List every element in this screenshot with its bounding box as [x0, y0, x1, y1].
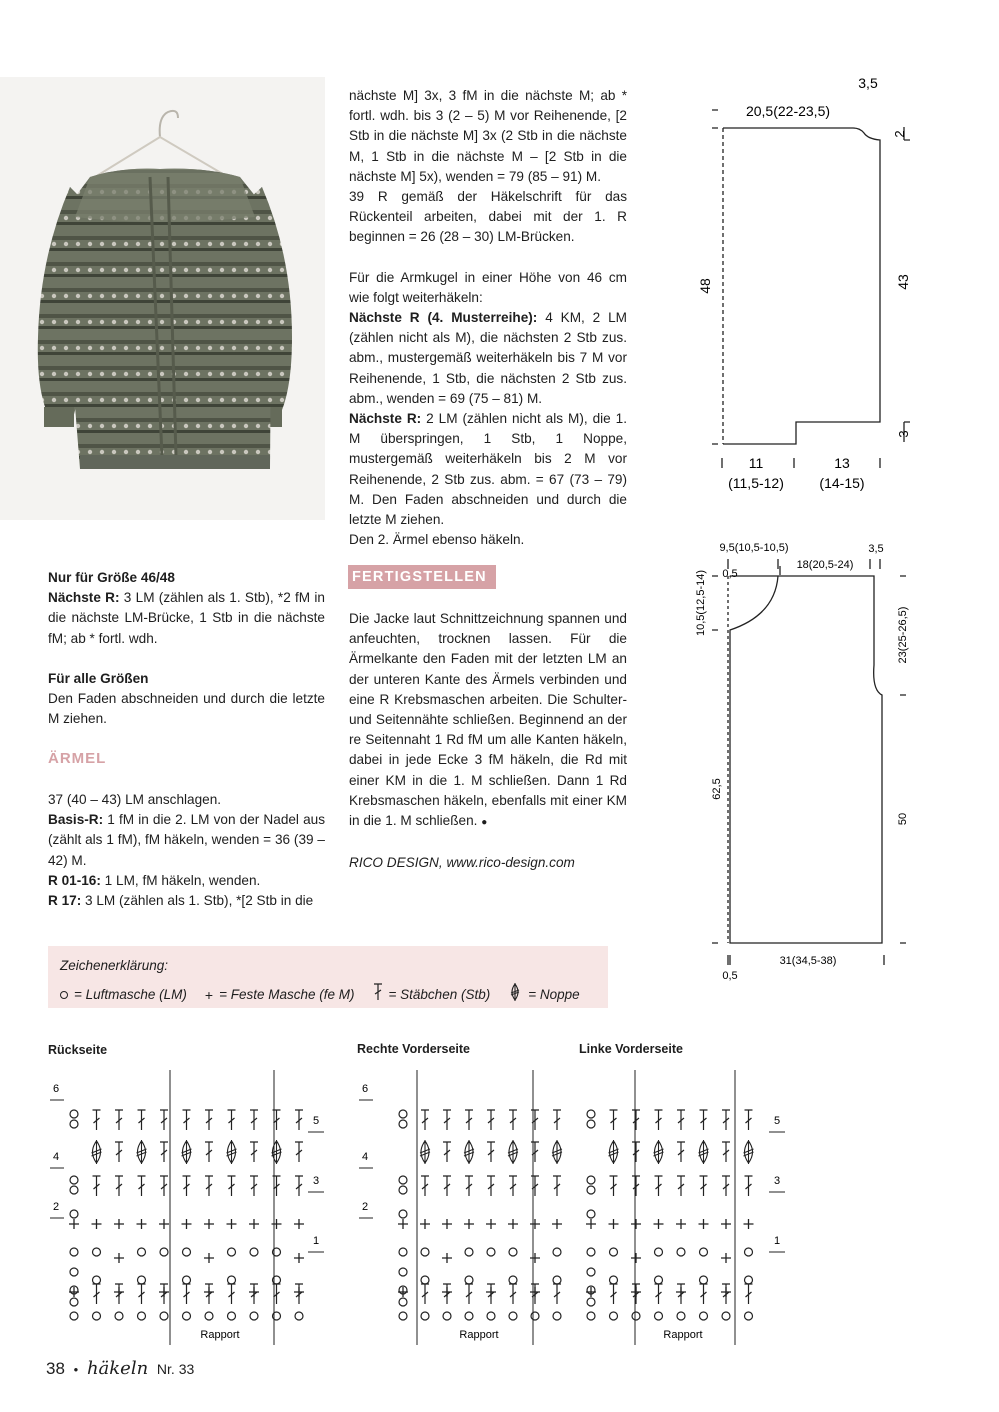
single-crochet-symbol: [182, 1219, 192, 1229]
legend-noppe: = Noppe: [528, 987, 580, 1002]
chain-symbol: [553, 1248, 561, 1256]
double-crochet-symbol: [509, 1110, 517, 1130]
column-2: [349, 86, 627, 550]
double-crochet-symbol: [421, 1284, 429, 1304]
double-crochet-symbol: [509, 1176, 517, 1196]
sleeve-schematic: [690, 70, 930, 500]
row-number: 4: [361, 1151, 369, 1163]
double-crochet-symbol: [115, 1142, 123, 1162]
legend-fm: = Feste Masche (fe M): [219, 987, 355, 1002]
chain-symbol: [465, 1312, 473, 1320]
sleeve-bottom-step: 3: [896, 430, 911, 438]
single-crochet-symbol: [464, 1219, 474, 1229]
single-crochet-symbol: [721, 1253, 731, 1263]
legend-lm: = Luftmasche (LM): [74, 987, 187, 1002]
footer-dot: •: [73, 1362, 79, 1377]
cardigan-photo: [0, 77, 325, 520]
chart-back: [48, 1060, 338, 1350]
chain-stitch-icon: [60, 991, 68, 999]
sleeve-top-width: 20,5(22-23,5): [745, 103, 831, 119]
single-crochet-symbol: [159, 1287, 169, 1297]
all-sizes-text: Den Faden abschneiden und durch die letzte M ziehen.: [48, 691, 325, 727]
all-sizes-heading: Für alle Größen: [48, 670, 149, 686]
double-crochet-symbol: [677, 1176, 685, 1196]
chain-symbol: [587, 1248, 595, 1256]
double-crochet-symbol: [531, 1110, 539, 1130]
double-crochet-symbol: [138, 1110, 146, 1130]
chain-symbol: [553, 1312, 561, 1320]
next-row-text: 2 LM (zählen nicht als M), die 1. M überspringen, 1 Stb, 1 Noppe, mustergemäß weiterhäkeln bis 2 M vor Reihenende, 2 Stb zus. abm. = 67 (73 – 79) M. Den Faden abschneiden und durch die letzte M ziehen.: [349, 411, 627, 528]
chain-symbol: [610, 1276, 618, 1284]
chain-symbol: [138, 1276, 146, 1284]
chart-title-right-front: Rechte Vorderseite: [357, 1042, 471, 1056]
double-crochet-symbol: [205, 1110, 213, 1130]
double-crochet-symbol: [632, 1110, 640, 1130]
chain-symbol: [421, 1248, 429, 1256]
single-crochet-symbol: [676, 1219, 686, 1229]
single-crochet-symbol: [530, 1219, 540, 1229]
sleeve-bottom-right: 13: [834, 455, 850, 471]
bobble-symbol: [552, 1140, 562, 1164]
chain-symbol: [70, 1176, 78, 1184]
r17-text: 3 LM (zählen als 1. Stb), *[2 Stb in die: [81, 893, 314, 909]
chain-symbol: [421, 1312, 429, 1320]
chain-symbol: [399, 1176, 407, 1184]
r0116-text: 1 LM, fM häkeln, wenden.: [100, 872, 261, 888]
row-number: 5: [773, 1115, 781, 1127]
chain-symbol: [677, 1312, 685, 1320]
chain-symbol: [228, 1248, 236, 1256]
chain-symbol: [93, 1276, 101, 1284]
double-crochet-icon: [373, 983, 383, 1006]
double-crochet-symbol: [421, 1176, 429, 1196]
double-crochet-symbol: [228, 1284, 236, 1304]
chain-symbol: [250, 1312, 258, 1320]
double-crochet-symbol: [93, 1176, 101, 1196]
row4-label: Nächste R (4. Musterreihe):: [349, 310, 538, 326]
double-crochet-symbol: [509, 1284, 517, 1304]
chain-symbol: [70, 1120, 78, 1128]
col2-paragraph-2: 39 R gemäß der Häkelschrift für das Rückenteil arbeiten, dabei mit der 1. R beginnen = 26 (28 – 30) LM-Brücken.: [349, 189, 627, 245]
chain-symbol: [70, 1110, 78, 1118]
single-crochet-symbol: [204, 1219, 214, 1229]
single-crochet-symbol: [114, 1253, 124, 1263]
chain-symbol: [399, 1110, 407, 1118]
chain-symbol: [93, 1312, 101, 1320]
bobble-symbol: [654, 1140, 664, 1164]
sleeve-cap-height: 2: [892, 130, 907, 138]
chain-symbol: [722, 1312, 730, 1320]
second-sleeve-text: Den 2. Ärmel ebenso häkeln.: [349, 532, 525, 548]
double-crochet-symbol: [443, 1110, 451, 1130]
chain-symbol: [70, 1210, 78, 1218]
chain-symbol: [587, 1298, 595, 1306]
rapport-label: Rapport: [200, 1329, 240, 1341]
chain-symbol: [487, 1248, 495, 1256]
double-crochet-symbol: [531, 1142, 539, 1162]
double-crochet-symbol: [250, 1110, 258, 1130]
double-crochet-symbol: [632, 1176, 640, 1196]
double-crochet-symbol: [531, 1176, 539, 1196]
double-crochet-symbol: [487, 1142, 495, 1162]
double-crochet-symbol: [655, 1110, 663, 1130]
double-crochet-symbol: [487, 1110, 495, 1130]
bobble-icon: [508, 982, 522, 1007]
sleeve-instructions: [48, 790, 325, 911]
double-crochet-symbol: [655, 1284, 663, 1304]
chain-symbol: [587, 1120, 595, 1128]
neck-depth: 10,5(12,5-14): [695, 569, 707, 637]
chain-symbol: [700, 1248, 708, 1256]
chart-title-left-front: Linke Vorderseite: [579, 1042, 683, 1056]
double-crochet-symbol: [250, 1176, 258, 1196]
double-crochet-symbol: [553, 1284, 561, 1304]
double-crochet-symbol: [250, 1142, 258, 1162]
chain-symbol: [587, 1210, 595, 1218]
chain-symbol: [655, 1312, 663, 1320]
sleeve-bottom-left-sizes: (11,5-12): [728, 475, 784, 491]
col2-paragraph-3: Für die Armkugel in einer Höhe von 46 cm wie folgt weiterhäkeln:: [349, 269, 627, 305]
chain-symbol: [250, 1248, 258, 1256]
legend-stb: = Stäbchen (Stb): [388, 987, 491, 1002]
single-crochet-symbol: [442, 1253, 452, 1263]
chain-symbol: [465, 1248, 473, 1256]
chain-symbol: [700, 1312, 708, 1320]
neck-width: 9,5(10,5-10,5): [719, 542, 789, 554]
double-crochet-symbol: [138, 1176, 146, 1196]
side-height: 50: [897, 812, 909, 826]
double-crochet-symbol: [465, 1284, 473, 1304]
double-crochet-symbol: [183, 1176, 191, 1196]
row-number: 2: [52, 1201, 60, 1213]
row-number: 4: [52, 1151, 60, 1163]
chain-symbol: [531, 1312, 539, 1320]
double-crochet-symbol: [655, 1176, 663, 1196]
double-crochet-symbol: [443, 1176, 451, 1196]
credit-brand: RICO DESIGN: [349, 855, 439, 871]
chain-symbol: [587, 1110, 595, 1118]
double-crochet-symbol: [700, 1284, 708, 1304]
shoulder-gap: 3,5: [868, 543, 884, 555]
single-crochet-symbol: [137, 1219, 147, 1229]
single-crochet-symbol: [92, 1219, 102, 1229]
chain-symbol: [587, 1268, 595, 1276]
double-crochet-symbol: [610, 1176, 618, 1196]
double-crochet-symbol: [93, 1110, 101, 1130]
single-crochet-symbol: [420, 1219, 430, 1229]
chain-symbol: [399, 1120, 407, 1128]
chain-symbol: [587, 1312, 595, 1320]
row4-text: 4 KM, 2 LM (zählen nicht als M), die nächsten 2 Stb zus. abm., mustergemäß weiterhäkeln bis 7 M vor Reihenende, 1 Stb, die nächsten 2 Stb zus. abm., wenden = 69 (75 – 81) M.: [349, 310, 627, 406]
bobble-symbol: [227, 1140, 237, 1164]
row-number: 2: [361, 1201, 369, 1213]
double-crochet-symbol: [228, 1110, 236, 1130]
credit-url: , www.rico-design.com: [438, 855, 575, 871]
sleeve-bottom-right-sizes: (14-15): [819, 475, 865, 491]
single-crochet-symbol: [398, 1219, 408, 1229]
double-crochet-symbol: [745, 1110, 753, 1130]
double-crochet-symbol: [93, 1284, 101, 1304]
double-crochet-symbol: [722, 1176, 730, 1196]
single-crochet-symbol: [442, 1287, 452, 1297]
chain-symbol: [399, 1268, 407, 1276]
double-crochet-symbol: [553, 1176, 561, 1196]
single-crochet-symbol: [486, 1287, 496, 1297]
bobble-symbol: [137, 1140, 147, 1164]
bobble-symbol: [508, 1140, 518, 1164]
chain-symbol: [587, 1186, 595, 1194]
bobble-symbol: [182, 1140, 192, 1164]
chain-symbol: [745, 1248, 753, 1256]
row-number: 5: [312, 1115, 320, 1127]
size-row-text: 3 LM (zählen als 1. Stb), *2 fM in die nächste LM-Brücke, 1 Stb in die nächste fM; ab * fortl. wdh.: [48, 590, 325, 646]
row-number: 3: [312, 1175, 320, 1187]
sleeve-total-height: 48: [697, 278, 713, 294]
rapport-label: Rapport: [459, 1329, 499, 1341]
chain-symbol: [70, 1298, 78, 1306]
double-crochet-symbol: [138, 1284, 146, 1304]
single-crochet-symbol: [294, 1219, 304, 1229]
double-crochet-symbol: [722, 1142, 730, 1162]
chain-symbol: [399, 1312, 407, 1320]
neck-drop: 0,5: [722, 568, 738, 580]
single-crochet-symbol: [631, 1219, 641, 1229]
finishing-section: [349, 609, 627, 873]
issue-number: Nr. 33: [156, 1361, 195, 1377]
bobble-symbol: [272, 1140, 282, 1164]
double-crochet-symbol: [443, 1142, 451, 1162]
single-crochet-symbol: [631, 1287, 641, 1297]
single-crochet-symbol: [204, 1287, 214, 1297]
bobble-symbol: [699, 1140, 709, 1164]
double-crochet-symbol: [465, 1110, 473, 1130]
chain-symbol: [138, 1248, 146, 1256]
r17-label: R 17:: [48, 893, 82, 909]
chain-symbol: [421, 1276, 429, 1284]
double-crochet-symbol: [610, 1110, 618, 1130]
bobble-symbol: [744, 1140, 754, 1164]
double-crochet-symbol: [677, 1110, 685, 1130]
double-crochet-symbol: [465, 1176, 473, 1196]
single-crochet-symbol: [631, 1253, 641, 1263]
basis-label: Basis-R:: [48, 812, 104, 828]
bottom-offset: 0,5: [722, 970, 738, 982]
chain-symbol: [745, 1312, 753, 1320]
shoulder-width: 18(20,5-24): [796, 559, 854, 571]
row-number: 3: [773, 1175, 781, 1187]
chain-symbol: [160, 1312, 168, 1320]
chain-symbol: [632, 1312, 640, 1320]
basis-text: 1 fM in die 2. LM von der Nadel aus (zählt als 1 fM), fM häkeln, wenden = 36 (39 – 42) M.: [48, 812, 325, 868]
single-crochet-symbol: [530, 1287, 540, 1297]
single-crochet-symbol: [721, 1219, 731, 1229]
legend-title: Zeichenerklärung:: [60, 958, 169, 973]
column-1: [48, 568, 325, 729]
double-crochet-symbol: [228, 1176, 236, 1196]
chain-symbol: [745, 1276, 753, 1284]
chain-symbol: [465, 1276, 473, 1284]
double-crochet-symbol: [160, 1110, 168, 1130]
chain-symbol: [93, 1248, 101, 1256]
double-crochet-symbol: [677, 1142, 685, 1162]
bobble-symbol: [464, 1140, 474, 1164]
sleeve-side-height: 43: [895, 274, 911, 290]
chain-symbol: [509, 1248, 517, 1256]
double-crochet-symbol: [700, 1110, 708, 1130]
double-crochet-symbol: [160, 1176, 168, 1196]
size-row-label: Nächste R:: [48, 590, 120, 606]
double-crochet-symbol: [610, 1284, 618, 1304]
finishing-text: Die Jacke laut Schnittzeichnung spannen und anfeuchten, trocknen lassen. Für die Ärmelkante den Faden mit der letzten LM an der unteren Kante des Ärmels verbinden und eine R Krebsmaschen arbeiten. Die Schulter- und Seitennähte schließen. Beginnend an der re Seitennaht 1 Rd fM um alle Kanten häkeln, dabei in jede Ecke 3 fM häkeln, die Rd mit einer KM in die 1. M schließen. Dann 1 Rd Krebsmaschen häkeln, ebenfalls mit einer KM in die 1. M schließen.: [349, 611, 627, 829]
double-crochet-symbol: [183, 1284, 191, 1304]
sleeve-cast-on: 37 (40 – 43) LM anschlagen.: [48, 792, 222, 807]
double-crochet-symbol: [632, 1142, 640, 1162]
single-crochet-symbol: [721, 1287, 731, 1297]
chain-symbol: [115, 1312, 123, 1320]
armhole-height: 23(25-26,5): [897, 606, 909, 664]
chain-symbol: [487, 1312, 495, 1320]
bobble-symbol: [92, 1140, 102, 1164]
sleeve-top-step: 3,5: [858, 75, 878, 91]
chain-symbol: [509, 1276, 517, 1284]
double-crochet-symbol: [487, 1176, 495, 1196]
double-crochet-symbol: [421, 1110, 429, 1130]
double-crochet-symbol: [295, 1142, 303, 1162]
chart-left-front: [579, 1060, 799, 1350]
chain-symbol: [183, 1248, 191, 1256]
finishing-heading: FERTIGSTELLEN: [348, 565, 496, 589]
sleeve-bottom-left: 11: [748, 455, 764, 471]
front-height: 62,5: [711, 778, 723, 800]
chain-symbol: [443, 1312, 451, 1320]
r0116-label: R 01-16:: [48, 872, 101, 888]
single-crochet-symbol: [272, 1219, 282, 1229]
double-crochet-symbol: [745, 1284, 753, 1304]
chain-symbol: [160, 1248, 168, 1256]
chain-symbol: [399, 1210, 407, 1218]
double-crochet-symbol: [700, 1176, 708, 1196]
row-number: 1: [773, 1235, 781, 1247]
chart-title-back: Rückseite: [48, 1043, 108, 1057]
chart-right-front: [357, 1060, 567, 1350]
single-crochet-symbol: [204, 1253, 214, 1263]
double-crochet-symbol: [722, 1110, 730, 1130]
single-crochet-symbol: [227, 1219, 237, 1229]
end-bullet: ●: [481, 817, 488, 829]
single-crochet-symbol: [69, 1219, 79, 1229]
single-crochet-symbol: [249, 1219, 259, 1229]
magazine-logo: häkeln: [86, 1358, 149, 1379]
chain-symbol: [610, 1248, 618, 1256]
single-crochet-symbol: [486, 1219, 496, 1229]
single-crochet-symbol: [294, 1287, 304, 1297]
chain-symbol: [70, 1248, 78, 1256]
single-crochet-symbol: [676, 1287, 686, 1297]
chain-symbol: [399, 1248, 407, 1256]
chain-symbol: [399, 1186, 407, 1194]
bottom-width: 31(34,5-38): [779, 955, 837, 967]
single-crochet-symbol: [114, 1219, 124, 1229]
double-crochet-symbol: [553, 1110, 561, 1130]
chain-symbol: [138, 1312, 146, 1320]
front-schematic: [690, 535, 930, 985]
double-crochet-symbol: [295, 1110, 303, 1130]
chain-symbol: [295, 1312, 303, 1320]
double-crochet-symbol: [205, 1142, 213, 1162]
chain-symbol: [610, 1312, 618, 1320]
chain-symbol: [70, 1268, 78, 1276]
double-crochet-symbol: [205, 1176, 213, 1196]
single-crochet-icon: +: [204, 986, 214, 1003]
row-number: 1: [312, 1235, 320, 1247]
col2-paragraph-1: nächste M] 3x, 3 fM in die nächste M; ab * fortl. wdh. bis 3 (2 – 5) M vor Reihenende, [2 Stb in die nächste M] 3x (2 Stb in die nächste M, 1 Stb in die nächste M – [2 Stb in die nächste M] 5x), wenden = 79 (85 – 91) M.: [349, 88, 627, 184]
page-footer: [46, 1358, 194, 1379]
chain-symbol: [655, 1276, 663, 1284]
chain-symbol: [70, 1186, 78, 1194]
symbol-legend: [48, 946, 608, 1008]
row-number: 6: [361, 1083, 369, 1095]
rapport-label: Rapport: [663, 1329, 703, 1341]
single-crochet-symbol: [114, 1287, 124, 1297]
double-crochet-symbol: [160, 1142, 168, 1162]
single-crochet-symbol: [552, 1219, 562, 1229]
chain-symbol: [553, 1276, 561, 1284]
double-crochet-symbol: [295, 1176, 303, 1196]
double-crochet-symbol: [183, 1110, 191, 1130]
chain-symbol: [183, 1312, 191, 1320]
single-crochet-symbol: [654, 1219, 664, 1229]
chain-symbol: [700, 1276, 708, 1284]
chain-symbol: [205, 1312, 213, 1320]
chain-symbol: [677, 1248, 685, 1256]
chain-symbol: [183, 1276, 191, 1284]
single-crochet-symbol: [609, 1219, 619, 1229]
double-crochet-symbol: [745, 1176, 753, 1196]
chain-symbol: [70, 1312, 78, 1320]
sleeve-heading: ÄRMEL: [48, 750, 107, 767]
single-crochet-symbol: [699, 1219, 709, 1229]
chain-symbol: [228, 1276, 236, 1284]
single-crochet-symbol: [159, 1219, 169, 1229]
chain-symbol: [587, 1176, 595, 1184]
single-crochet-symbol: [586, 1219, 596, 1229]
bobble-symbol: [609, 1140, 619, 1164]
double-crochet-symbol: [115, 1110, 123, 1130]
bobble-symbol: [420, 1140, 430, 1164]
single-crochet-symbol: [442, 1219, 452, 1229]
chain-symbol: [509, 1312, 517, 1320]
chain-symbol: [655, 1248, 663, 1256]
single-crochet-symbol: [530, 1253, 540, 1263]
row-number: 6: [52, 1083, 60, 1095]
next-row-label: Nächste R:: [349, 411, 422, 427]
single-crochet-symbol: [744, 1219, 754, 1229]
size-heading: Nur für Größe 46/48: [48, 570, 175, 585]
single-crochet-symbol: [294, 1253, 304, 1263]
single-crochet-symbol: [508, 1219, 518, 1229]
chain-symbol: [228, 1312, 236, 1320]
single-crochet-symbol: [249, 1287, 259, 1297]
double-crochet-symbol: [115, 1176, 123, 1196]
chain-symbol: [399, 1298, 407, 1306]
page-number: 38: [46, 1359, 65, 1378]
